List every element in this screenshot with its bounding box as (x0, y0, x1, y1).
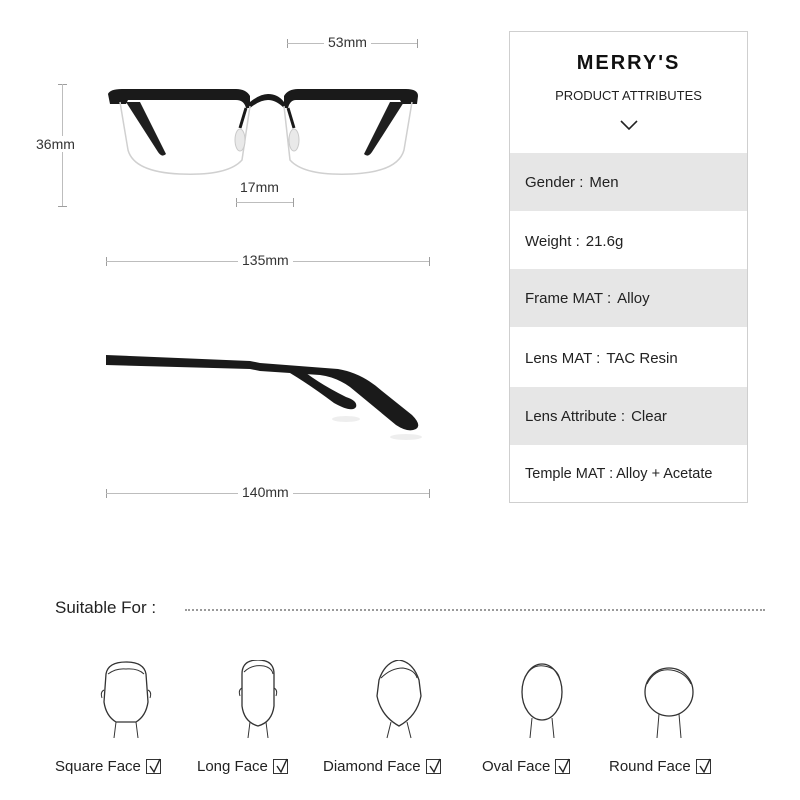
square-face-icon (96, 660, 156, 740)
dotted-divider (185, 609, 765, 611)
attribute-row-gender (510, 153, 747, 211)
face-name: Square Face (55, 758, 141, 775)
face-name: Diamond Face (323, 758, 421, 775)
brand-logo: MERRY'S (576, 52, 681, 74)
lens-height-label: 36mm (32, 136, 79, 152)
attribute-value: TAC Resin (606, 349, 678, 367)
face-caption-diamond (323, 758, 441, 775)
face-caption-oval (482, 758, 570, 775)
checkbox-checked-icon (273, 759, 288, 774)
attribute-value: Alloy + Acetate (616, 466, 713, 482)
long-face-icon (228, 660, 288, 740)
attribute-row-weight (510, 212, 747, 270)
attribute-value: Clear (631, 407, 667, 425)
attribute-label: Lens Attribute : (525, 407, 626, 425)
attribute-value: Alloy (617, 289, 650, 307)
checkbox-checked-icon (426, 759, 441, 774)
attribute-label: Lens MAT : (525, 349, 601, 367)
attribute-label: Gender : (525, 173, 584, 191)
round-face-icon (639, 660, 699, 740)
frame-width-label: 135mm (238, 252, 293, 268)
attribute-label: Temple MAT : (525, 466, 614, 482)
bridge-label: 17mm (236, 179, 283, 195)
face-name: Long Face (197, 758, 268, 775)
chevron-down-icon (620, 118, 638, 130)
lens-width-label: 53mm (324, 34, 371, 50)
panel-subtitle: PRODUCT ATTRIBUTES (555, 88, 702, 103)
attribute-label: Weight : (525, 232, 580, 250)
checkbox-checked-icon (146, 759, 161, 774)
product-attributes-panel (509, 31, 748, 503)
suitable-for-heading: Suitable For : (55, 598, 157, 617)
face-caption-round (609, 758, 711, 775)
face-name: Oval Face (482, 758, 551, 775)
face-name: Round Face (609, 758, 691, 775)
attribute-value: 21.6g (585, 232, 624, 250)
checkbox-checked-icon (555, 759, 570, 774)
attribute-label: Frame MAT : (525, 289, 612, 307)
attribute-row-temple-mat (510, 445, 747, 503)
glasses-side-view (100, 345, 430, 445)
diamond-face-icon (369, 660, 429, 740)
face-caption-square (55, 758, 161, 775)
attribute-row-lens-mat (510, 329, 747, 387)
glasses-front-view (100, 80, 430, 190)
attribute-value: Men (589, 173, 619, 191)
temple-length-label: 140mm (238, 484, 293, 500)
checkbox-checked-icon (696, 759, 711, 774)
attribute-row-frame-mat (510, 269, 747, 327)
face-caption-long (197, 758, 288, 775)
attribute-row-lens-attribute (510, 387, 747, 445)
oval-face-icon (512, 660, 572, 740)
